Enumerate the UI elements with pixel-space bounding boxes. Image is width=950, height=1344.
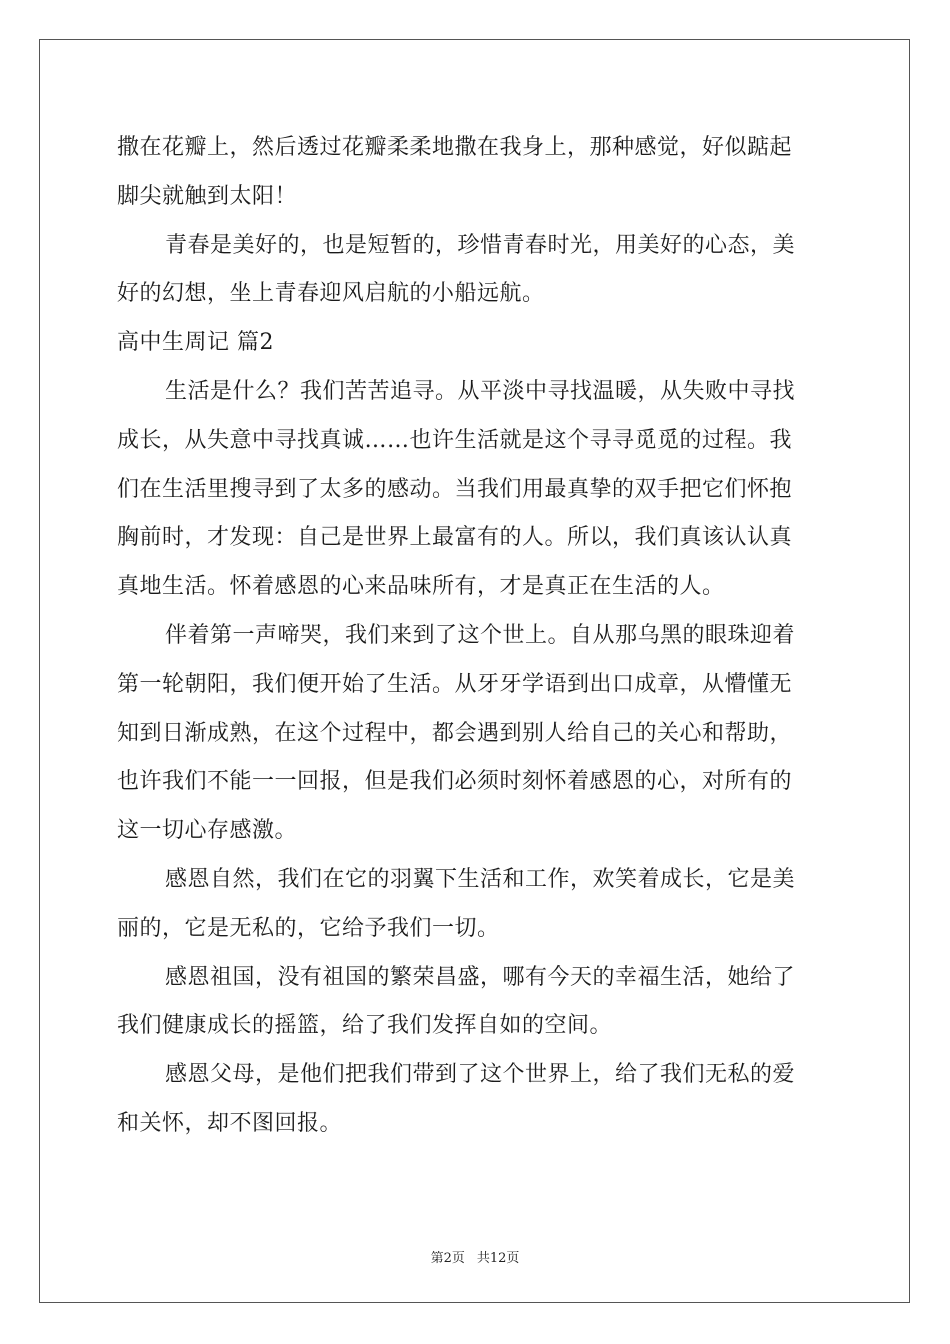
text-line: 我们健康成长的摇篮，给了我们发挥自如的空间。: [117, 1013, 613, 1039]
paragraph-start: 感恩祖国，没有祖国的繁荣昌盛，哪有今天的幸福生活，她给了: [165, 964, 796, 990]
text-line: 这一切心存感激。: [117, 818, 298, 844]
text-line: 知到日渐成熟，在这个过程中，都会遇到别人给自己的关心和帮助，: [117, 720, 793, 746]
document-body: [117, 124, 834, 1149]
paragraph-start: 生活是什么？我们苦苦追寻。从平淡中寻找温暖，从失败中寻找: [165, 378, 796, 404]
paragraph-start: 感恩自然，我们在它的羽翼下生活和工作，欢笑着成长，它是美: [165, 866, 796, 892]
text-line: 撒在花瓣上，然后透过花瓣柔柔地撒在我身上，那种感觉，好似踮起: [117, 135, 793, 160]
text-line: 们在生活里搜寻到了太多的感动。当我们用最真挚的双手把它们怀抱: [117, 476, 793, 502]
total-pages: 共12页: [476, 1251, 520, 1266]
text-line: 也许我们不能一一回报，但是我们必须时刻怀着感恩的心，对所有的: [117, 769, 793, 795]
text-line: 第一轮朝阳，我们便开始了生活。从牙牙学语到出口成章，从懵懂无: [117, 671, 793, 697]
text-line: 好的幻想，坐上青春迎风启航的小船远航。: [117, 281, 545, 307]
paragraph-start: 青春是美好的，也是短暂的，珍惜青春时光，用美好的心态，美: [165, 232, 796, 258]
text-line: 脚尖就触到太阳！: [117, 183, 298, 209]
section-heading: 高中生周记 篇2: [117, 330, 274, 356]
text-line: 胸前时，才发现：自己是世界上最富有的人。所以，我们真该认认真: [117, 525, 793, 551]
text-line: 成长，从失意中寻找真诚……也许生活就是这个寻寻觅觅的过程。我: [117, 427, 793, 453]
paragraph-start: 感恩父母，是他们把我们带到了这个世界上，给了我们无私的爱: [165, 1062, 796, 1088]
text-line: 和关怀，却不图回报。: [117, 1110, 343, 1136]
text-line: 丽的，它是无私的，它给予我们一切。: [117, 915, 500, 941]
page-number: 第2页: [430, 1251, 465, 1266]
page-footer: [0, 1247, 950, 1266]
paragraph-start: 伴着第一声啼哭，我们来到了这个世上。自从那乌黑的眼珠迎着: [165, 622, 796, 648]
text-line: 真地生活。怀着感恩的心来品味所有，才是真正在生活的人。: [117, 574, 725, 600]
